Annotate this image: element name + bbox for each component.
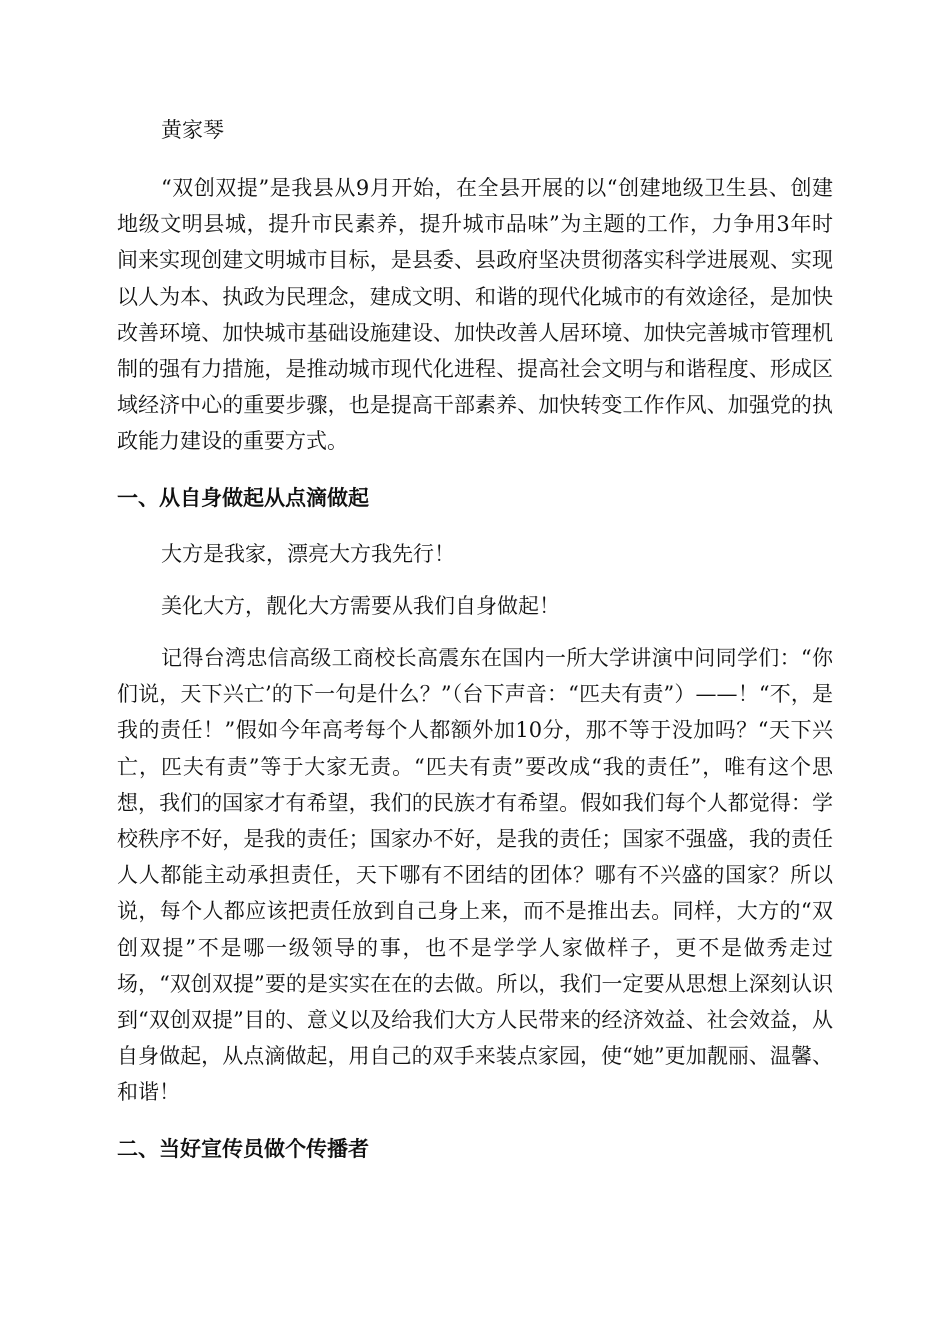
spacer xyxy=(117,624,833,640)
document-body xyxy=(117,112,833,1167)
section1-paragraph-3: 记得台湾忠信高级工商校长高震东在国内一所大学讲演中问同学们：“你们说，天下兴亡’的下一句是什么？”（台下声音：“匹夫有责”）——！“不，是我的责任！”假如今年高考每个人都额外加10分，那不等于没加吗？“天下兴亡，匹夫有责”等于大家无责。“匹夫有责”要改成“我的责任”，唯有这个思想，我们的国家才有希望，我们的民族才有希望。假如我们每个人都觉得：学校秩序不好，是我的责任；国家办不好，是我的责任；国家不强盛，我的责任人人都能主动承担责任，天下哪有不团结的团体？哪有不兴盛的国家？所以说，每个人都应该把责任放到自己身上来，而不是推出去。同样，大方的“双创双提”不是哪一级领导的事，也不是学学人家做样子，更不是做秀走过场，“双创双提”要的是实实在在的去做。所以，我们一定要从思想上深刻认识到“双创双提”目的、意义以及给我们大方人民带来的经济效益、社会效益，从自身做起，从点滴做起，用自己的双手来装点家园，使“她”更加靓丽、温馨、和谐！ xyxy=(117,646,833,1105)
spacer xyxy=(117,1111,833,1131)
section-heading-2: 二、当好宣传员做个传播者 xyxy=(117,1136,369,1161)
section1-paragraph-1: 大方是我家，漂亮大方我先行！ xyxy=(161,541,455,566)
section-heading-1: 一、从自身做起从点滴做起 xyxy=(117,485,369,510)
author-name: 黄家琴 xyxy=(161,118,224,142)
intro-paragraph: “双创双提”是我县从9月开始，在全县开展的以“创建地级卫生县、创建地级文明县城，提升市民素养，提升城市品味”为主题的工作，力争用3年时间来实现创建文明城市目标，是县委、县政府坚决贯彻落实科学进展观、实现以人为本、执政为民理念，建成文明、和谐的现代化城市的有效途径，是加快改善环境、加快城市基础设施建设、加快改善人居环境、加快完善城市管理机制的强有力措施，是推动城市现代化进程、提高社会文明与和谐程度、形成区域经济中心的重要步骤，也是提高干部素养、加快转变工作作风、加强党的执政能力建设的重要方式。 xyxy=(117,176,833,454)
spacer xyxy=(117,148,833,170)
spacer xyxy=(117,460,833,480)
section1-paragraph-2: 美化大方，靓化大方需要从我们自身做起！ xyxy=(161,593,560,618)
spacer xyxy=(117,572,833,588)
spacer xyxy=(117,516,833,536)
